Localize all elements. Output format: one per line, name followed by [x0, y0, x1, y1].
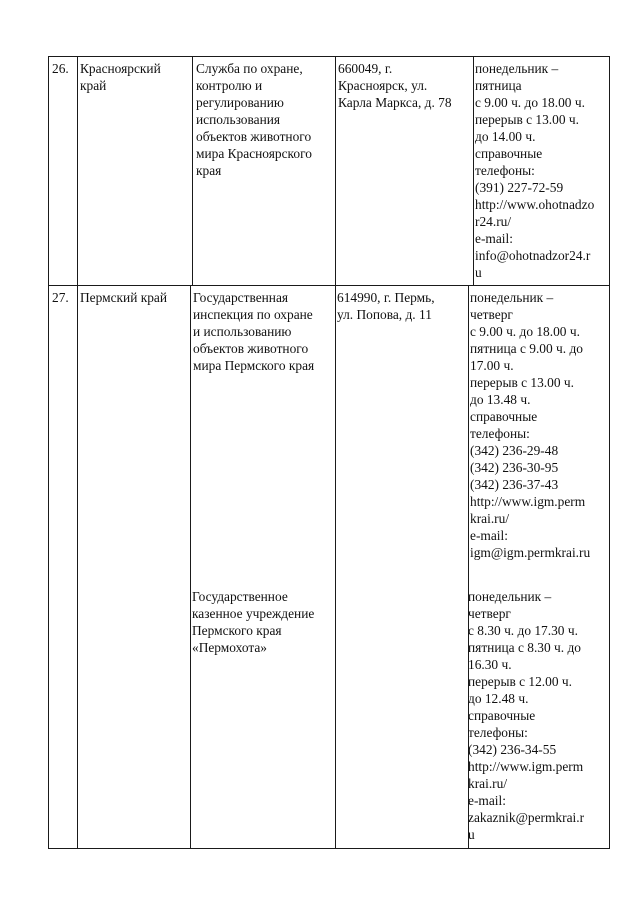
- col-divider-2b: [190, 285, 191, 849]
- table-top-border: [48, 56, 610, 57]
- agency-name-secondary: Государственное казенное учреждение Пермского края «Пермохота»: [192, 589, 315, 655]
- working-hours-contacts: понедельник – пятница с 9.00 ч. до 18.00 ч. перерыв с 13.00 ч. до 14.00 ч. справочные телефоны: (391) 227-72-59 http://www.ohotnadzo r24.ru/ e-mail: info@ohotnadzor24.r u: [475, 61, 595, 280]
- working-hours-contacts: понедельник – четверг с 9.00 ч. до 18.00 ч. пятница с 9.00 ч. до 17.00 ч. перерыв с 13.00 ч. до 13.48 ч. справочные телефоны: (342) 236-29-48 (342) 236-30-95 (342) 236-37-43 http://www.igm.perm krai.ru/ e-mail: igm@igm.permkrai.ru: [470, 290, 591, 560]
- row-divider: [48, 285, 610, 286]
- col-divider-3: [335, 56, 336, 849]
- agency-address: 614990, г. Пермь, ул. Попова, д. 11: [337, 290, 435, 322]
- row-number: 26.: [52, 61, 69, 76]
- agency-name: Служба по охране, контролю и регулированию использования объектов животного мира Красноярского края: [196, 61, 312, 178]
- region-name: Красноярский край: [80, 61, 161, 93]
- table-bottom-border: [48, 848, 610, 849]
- table-right-border: [609, 56, 610, 849]
- table-left-border: [48, 56, 49, 849]
- col-divider-4: [473, 56, 474, 286]
- col-divider-1: [77, 56, 78, 849]
- row-number: 27.: [52, 290, 69, 305]
- agency-name: Государственная инспекция по охране и использованию объектов животного мира Пермского края: [193, 290, 315, 373]
- agency-address: 660049, г. Красноярск, ул. Карла Маркса, д. 78: [338, 61, 452, 110]
- region-name: Пермский край: [80, 290, 168, 305]
- working-hours-contacts-secondary: понедельник – четверг с 8.30 ч. до 17.30 ч. пятница с 8.30 ч. до 16.30 ч. перерыв с 12.00 ч. до 12.48 ч. справочные телефоны: (342) 236-34-55 http://www.igm.perm krai.ru/ e-mail: zakaznik@permkrai.r u: [468, 589, 585, 842]
- col-divider-2: [192, 56, 193, 286]
